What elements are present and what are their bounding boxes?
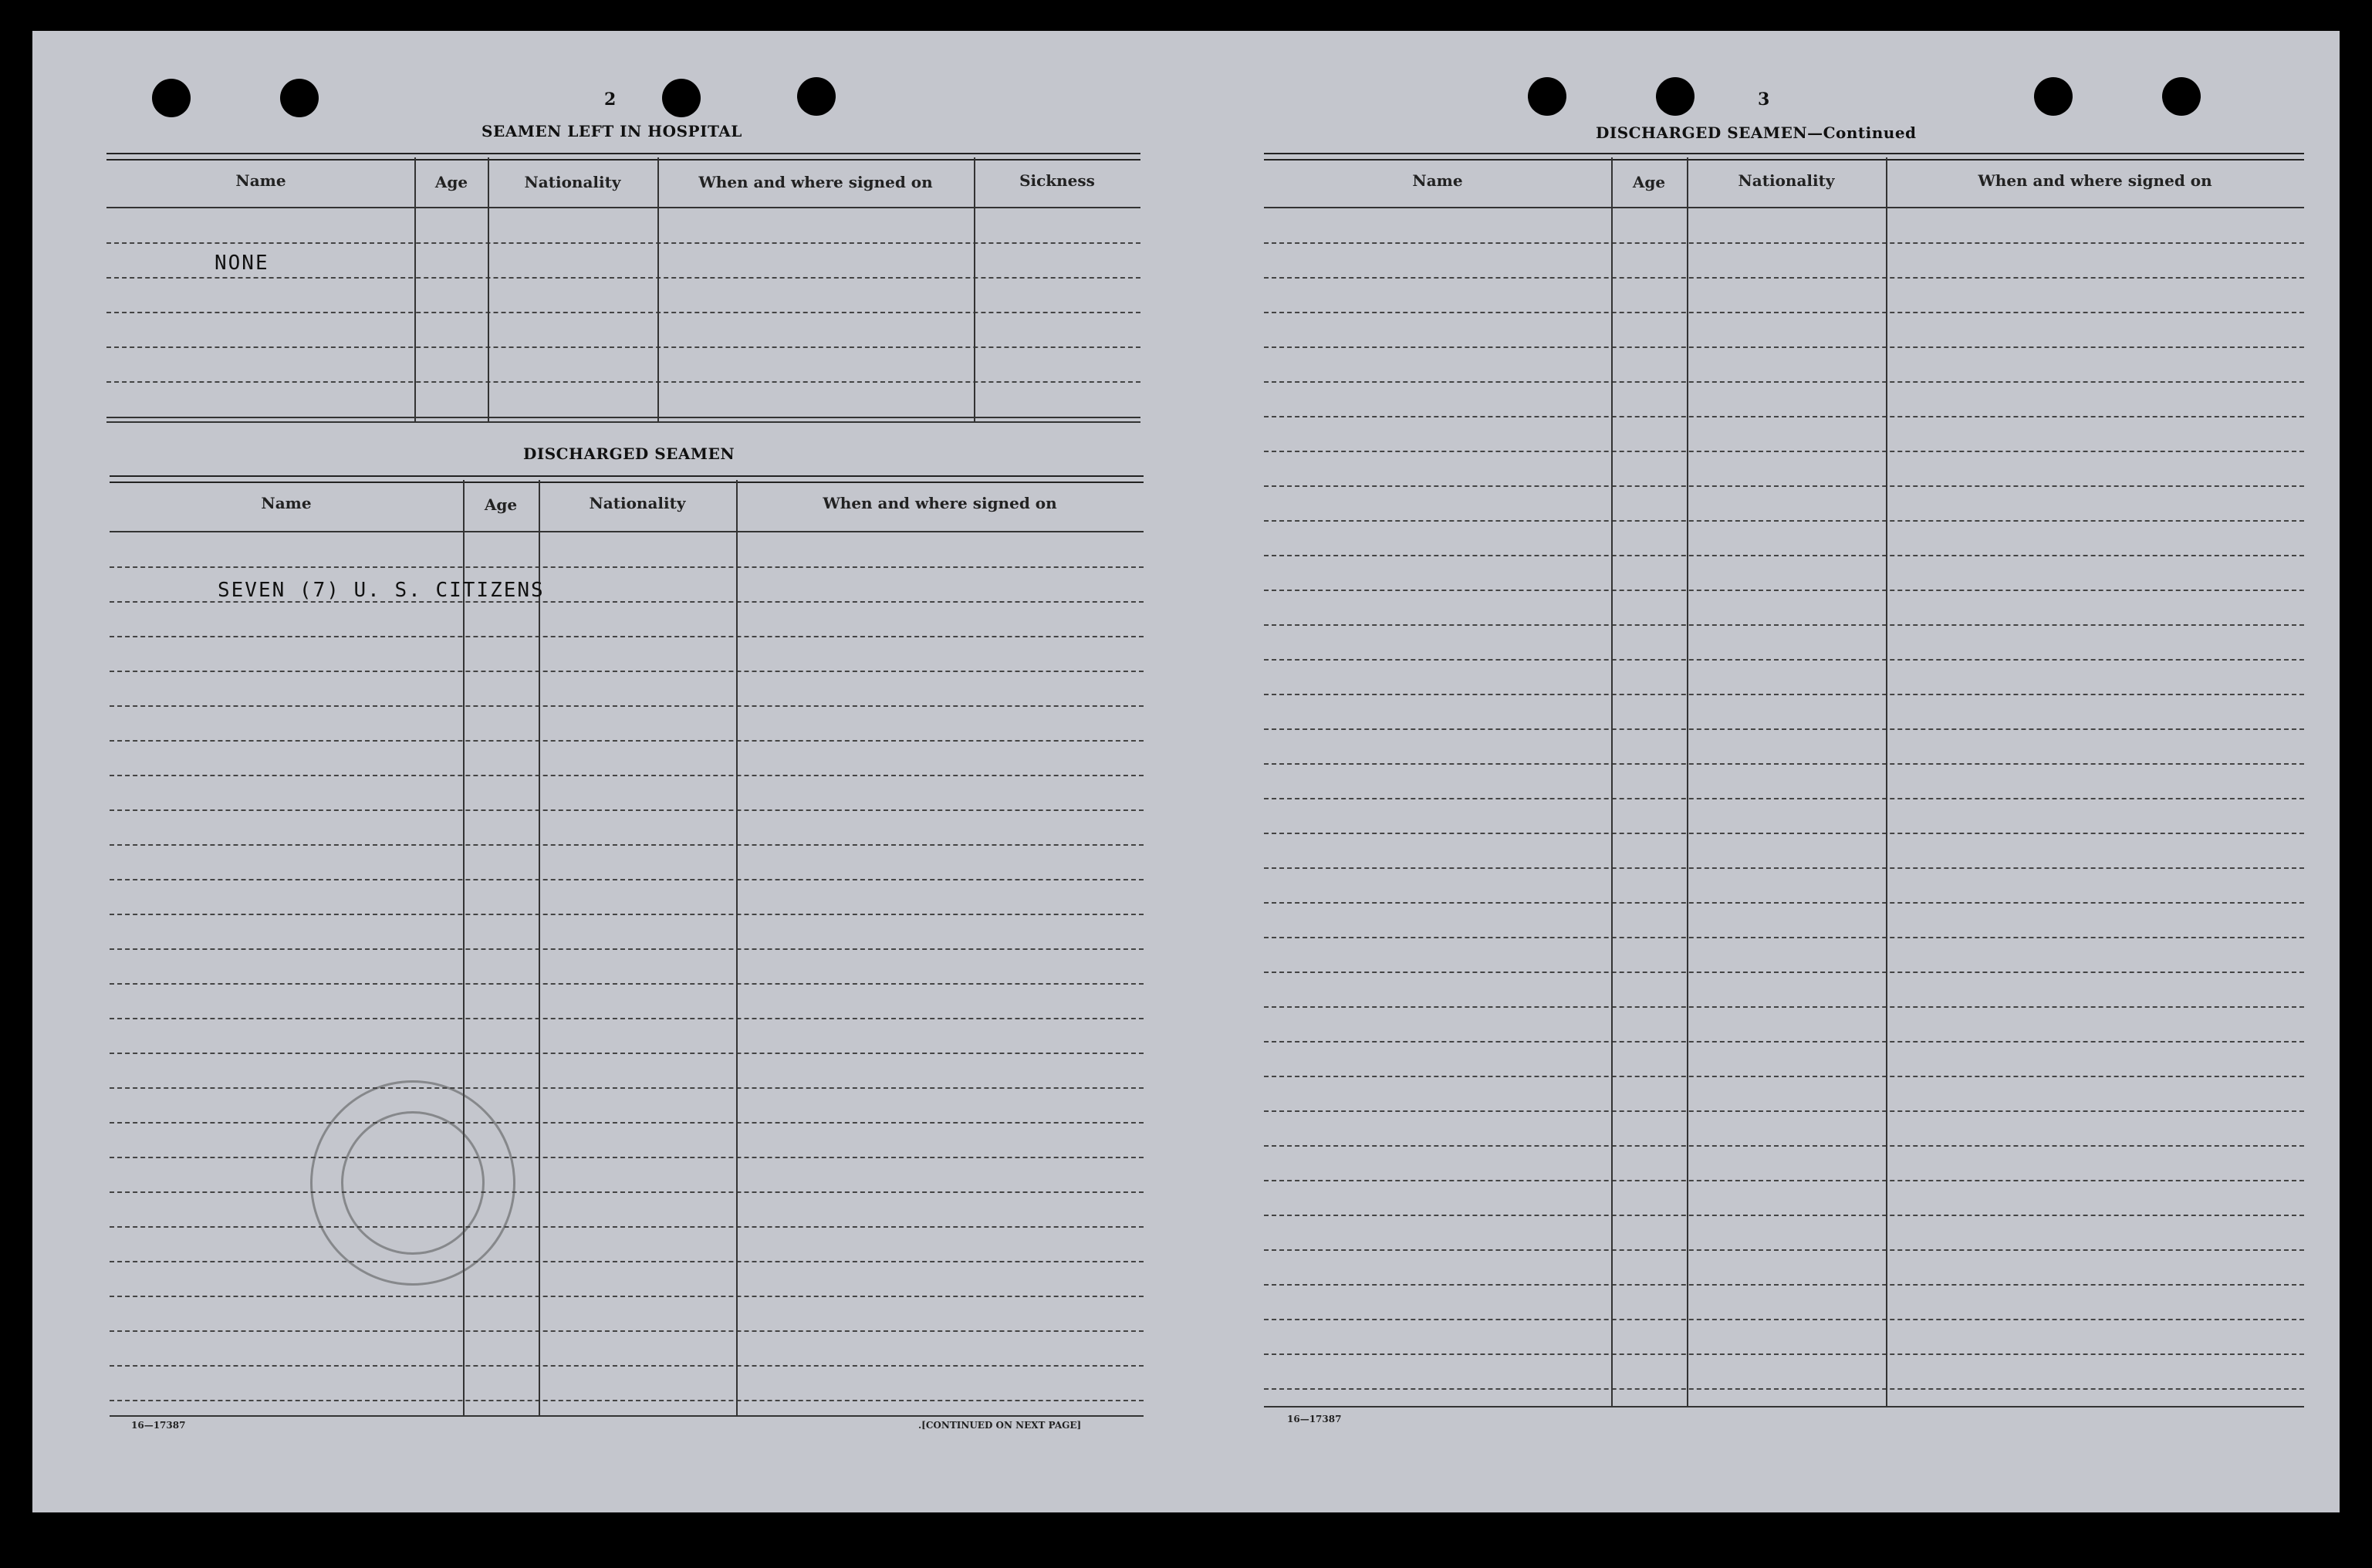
row-rule <box>1264 1145 2304 1147</box>
hospital-col-nationality: Nationality <box>524 173 621 191</box>
row-rule <box>106 346 1140 348</box>
form-number-right: 16—17387 <box>1287 1414 1342 1424</box>
row-rule <box>1264 451 2304 452</box>
row-rule <box>1264 1215 2304 1216</box>
row-rule <box>110 1400 1144 1401</box>
discharged-col-age: Age <box>484 495 518 514</box>
hospital-col-name: Name <box>235 171 286 190</box>
hospital-col-divider <box>488 157 489 421</box>
hospital-section-title: SEAMEN LEFT IN HOSPITAL <box>481 122 742 140</box>
discharged-table-top-rule <box>110 475 1144 483</box>
row-rule <box>1264 1353 2304 1355</box>
right-table-bottom-rule <box>1264 1406 2304 1407</box>
row-rule <box>110 1330 1144 1332</box>
row-rule <box>110 671 1144 672</box>
row-rule <box>1264 833 2304 834</box>
row-rule <box>1264 555 2304 556</box>
right-col-name: Name <box>1412 171 1463 190</box>
row-rule <box>110 879 1144 880</box>
row-rule <box>1264 1110 2304 1112</box>
row-rule <box>1264 1076 2304 1077</box>
row-rule <box>110 809 1144 811</box>
row-rule <box>1264 1284 2304 1286</box>
row-rule <box>110 1157 1144 1158</box>
right-col-signed-on: When and where signed on <box>1978 171 2212 190</box>
discharged-entry: SEVEN (7) U. S. CITIZENS <box>218 579 545 602</box>
hospital-col-signed-on: When and where signed on <box>698 173 933 191</box>
row-rule <box>1264 937 2304 938</box>
hospital-table-bottom-rule <box>106 417 1140 418</box>
right-col-age: Age <box>1632 173 1666 191</box>
row-rule <box>1264 1041 2304 1043</box>
row-rule <box>1264 312 2304 313</box>
right-header-rule <box>1264 207 2304 208</box>
right-col-nationality: Nationality <box>1738 171 1835 190</box>
row-rule <box>110 705 1144 707</box>
row-rule <box>1264 798 2304 799</box>
row-rule <box>1264 694 2304 695</box>
row-rule <box>110 1226 1144 1228</box>
hospital-entry-none: NONE <box>215 252 269 275</box>
hospital-col-age: Age <box>434 173 468 191</box>
document-sheet <box>32 31 2340 1512</box>
row-rule <box>1264 1388 2304 1390</box>
row-rule <box>1264 728 2304 730</box>
punch-hole <box>280 79 319 117</box>
row-rule <box>1264 1319 2304 1320</box>
hospital-table-bottom-rule <box>106 421 1140 423</box>
discharged-header-rule <box>110 531 1144 532</box>
discharged-table-bottom-rule <box>110 1415 1144 1417</box>
punch-hole <box>1528 77 1566 116</box>
row-rule <box>110 1365 1144 1367</box>
row-rule <box>110 1191 1144 1193</box>
hospital-col-divider <box>974 157 975 421</box>
row-rule <box>110 1053 1144 1054</box>
row-rule <box>110 1296 1144 1297</box>
row-rule <box>110 1018 1144 1019</box>
discharged-continued-title: DISCHARGED SEAMEN—Continued <box>1596 123 1917 142</box>
right-col-divider <box>1687 157 1688 1406</box>
row-rule <box>110 844 1144 846</box>
punch-hole <box>662 79 701 117</box>
row-rule <box>1264 624 2304 626</box>
punch-hole <box>2034 77 2073 116</box>
punch-hole <box>1656 77 1695 116</box>
faded-stamp <box>341 1111 485 1255</box>
row-rule <box>106 277 1140 279</box>
row-rule <box>1264 763 2304 765</box>
row-rule <box>110 1261 1144 1262</box>
row-rule <box>1264 277 2304 279</box>
row-rule <box>1264 242 2304 244</box>
row-rule <box>110 740 1144 742</box>
row-rule <box>1264 520 2304 522</box>
row-rule <box>1264 346 2304 348</box>
row-rule <box>1264 867 2304 869</box>
row-rule <box>106 381 1140 383</box>
discharged-col-signed-on: When and where signed on <box>823 494 1057 512</box>
discharged-col-nationality: Nationality <box>589 494 686 512</box>
row-rule <box>1264 972 2304 973</box>
row-rule <box>110 948 1144 950</box>
row-rule <box>1264 485 2304 487</box>
discharged-col-divider <box>463 480 465 1415</box>
form-number-left: 16—17387 <box>131 1420 186 1431</box>
row-rule <box>106 242 1140 244</box>
row-rule <box>1264 381 2304 383</box>
row-rule <box>110 775 1144 776</box>
page-number-left: 2 <box>604 90 617 110</box>
row-rule <box>1264 1249 2304 1251</box>
row-rule <box>1264 1006 2304 1008</box>
row-rule <box>110 1122 1144 1124</box>
row-rule <box>1264 590 2304 591</box>
row-rule <box>110 566 1144 568</box>
hospital-header-rule <box>106 207 1140 208</box>
row-rule <box>110 983 1144 985</box>
discharged-section-title: DISCHARGED SEAMEN <box>523 444 735 463</box>
row-rule <box>110 636 1144 637</box>
row-rule <box>1264 659 2304 661</box>
discharged-col-name: Name <box>261 494 312 512</box>
page-number-right: 3 <box>1758 90 1770 110</box>
row-rule <box>1264 1180 2304 1181</box>
hospital-col-divider <box>657 157 659 421</box>
right-table-top-rule <box>1264 153 2304 161</box>
row-rule <box>106 312 1140 313</box>
row-rule <box>1264 416 2304 417</box>
continued-note: .[CONTINUED ON NEXT PAGE] <box>918 1420 1082 1431</box>
row-rule <box>1264 902 2304 904</box>
discharged-col-divider <box>736 480 738 1415</box>
row-rule <box>110 1087 1144 1089</box>
hospital-table-top-rule <box>106 153 1140 161</box>
punch-hole <box>2162 77 2201 116</box>
hospital-col-sickness: Sickness <box>1019 171 1095 190</box>
hospital-col-divider <box>414 157 416 421</box>
discharged-col-divider <box>539 480 540 1415</box>
right-col-divider <box>1611 157 1613 1406</box>
row-rule <box>110 914 1144 915</box>
right-col-divider <box>1886 157 1887 1406</box>
punch-hole <box>797 77 836 116</box>
punch-hole <box>152 79 191 117</box>
